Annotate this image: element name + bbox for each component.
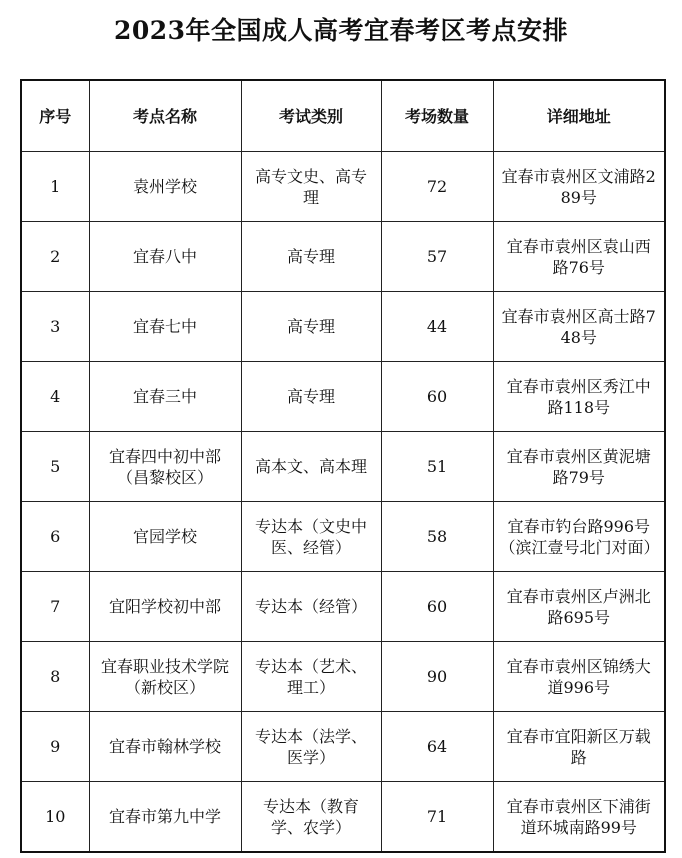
- cell-number: 6: [21, 502, 89, 572]
- cell-number: 8: [21, 642, 89, 712]
- cell-room-count: 60: [381, 572, 493, 642]
- cell-number: 2: [21, 222, 89, 292]
- header-exam-category: 考试类别: [241, 80, 381, 152]
- table-row: [21, 502, 665, 572]
- table-header-row: [21, 80, 665, 152]
- cell-exam-category: 专达本（艺术、理工）: [241, 642, 381, 712]
- cell-room-count: 44: [381, 292, 493, 362]
- table-row: [21, 712, 665, 782]
- cell-site-name: 宜春七中: [89, 292, 241, 362]
- table-row: [21, 152, 665, 222]
- cell-exam-category: 高本文、高本理: [241, 432, 381, 502]
- cell-site-name: 宜春四中初中部（昌黎校区）: [89, 432, 241, 502]
- cell-exam-category: 高专理: [241, 362, 381, 432]
- cell-number: 4: [21, 362, 89, 432]
- cell-address: 宜春市袁州区高士路748号: [493, 292, 665, 362]
- cell-site-name: 宜春三中: [89, 362, 241, 432]
- cell-site-name: 宜春八中: [89, 222, 241, 292]
- cell-address: 宜春市袁州区黄泥塘路79号: [493, 432, 665, 502]
- cell-number: 10: [21, 782, 89, 853]
- cell-exam-category: 专达本（教育学、农学）: [241, 782, 381, 853]
- cell-room-count: 57: [381, 222, 493, 292]
- cell-site-name: 袁州学校: [89, 152, 241, 222]
- exam-site-table: [20, 79, 666, 853]
- cell-address: 宜春市袁州区袁山西路76号: [493, 222, 665, 292]
- header-site-name: 考点名称: [89, 80, 241, 152]
- cell-site-name: 宜春职业技术学院（新校区）: [89, 642, 241, 712]
- document-title: 2023年全国成人高考宜春考区考点安排: [113, 16, 569, 45]
- header-room-count: 考场数量: [381, 80, 493, 152]
- table-row: [21, 572, 665, 642]
- cell-exam-category: 专达本（经管）: [241, 572, 381, 642]
- cell-exam-category: 高专理: [241, 292, 381, 362]
- cell-site-name: 宜阳学校初中部: [89, 572, 241, 642]
- cell-number: 1: [21, 152, 89, 222]
- cell-address: 宜春市袁州区卢洲北路695号: [493, 572, 665, 642]
- cell-address: 宜春市宜阳新区万载路: [493, 712, 665, 782]
- cell-address: 宜春市袁州区下浦街道环城南路99号: [493, 782, 665, 853]
- cell-site-name: 宜春市第九中学: [89, 782, 241, 853]
- cell-exam-category: 专达本（文史中医、经管）: [241, 502, 381, 572]
- table-row: [21, 432, 665, 502]
- cell-site-name: 官园学校: [89, 502, 241, 572]
- cell-room-count: 64: [381, 712, 493, 782]
- cell-address: 宜春市袁州区文浦路289号: [493, 152, 665, 222]
- table-row: [21, 222, 665, 292]
- header-address: 详细地址: [493, 80, 665, 152]
- table-row: [21, 642, 665, 712]
- cell-exam-category: 高专文史、高专理: [241, 152, 381, 222]
- cell-room-count: 71: [381, 782, 493, 853]
- cell-room-count: 72: [381, 152, 493, 222]
- cell-number: 3: [21, 292, 89, 362]
- cell-site-name: 宜春市翰林学校: [89, 712, 241, 782]
- cell-number: 5: [21, 432, 89, 502]
- cell-room-count: 58: [381, 502, 493, 572]
- table-row: [21, 292, 665, 362]
- cell-address: 宜春市袁州区秀江中路118号: [493, 362, 665, 432]
- table-row: [21, 362, 665, 432]
- cell-address: 宜春市袁州区锦绣大道996号: [493, 642, 665, 712]
- cell-room-count: 60: [381, 362, 493, 432]
- header-number: 序号: [21, 80, 89, 152]
- cell-exam-category: 专达本（法学、医学）: [241, 712, 381, 782]
- cell-room-count: 51: [381, 432, 493, 502]
- cell-exam-category: 高专理: [241, 222, 381, 292]
- table-row: [21, 782, 665, 853]
- cell-number: 9: [21, 712, 89, 782]
- cell-number: 7: [21, 572, 89, 642]
- cell-address: 宜春市钓台路996号（滨江壹号北门对面）: [493, 502, 665, 572]
- cell-room-count: 90: [381, 642, 493, 712]
